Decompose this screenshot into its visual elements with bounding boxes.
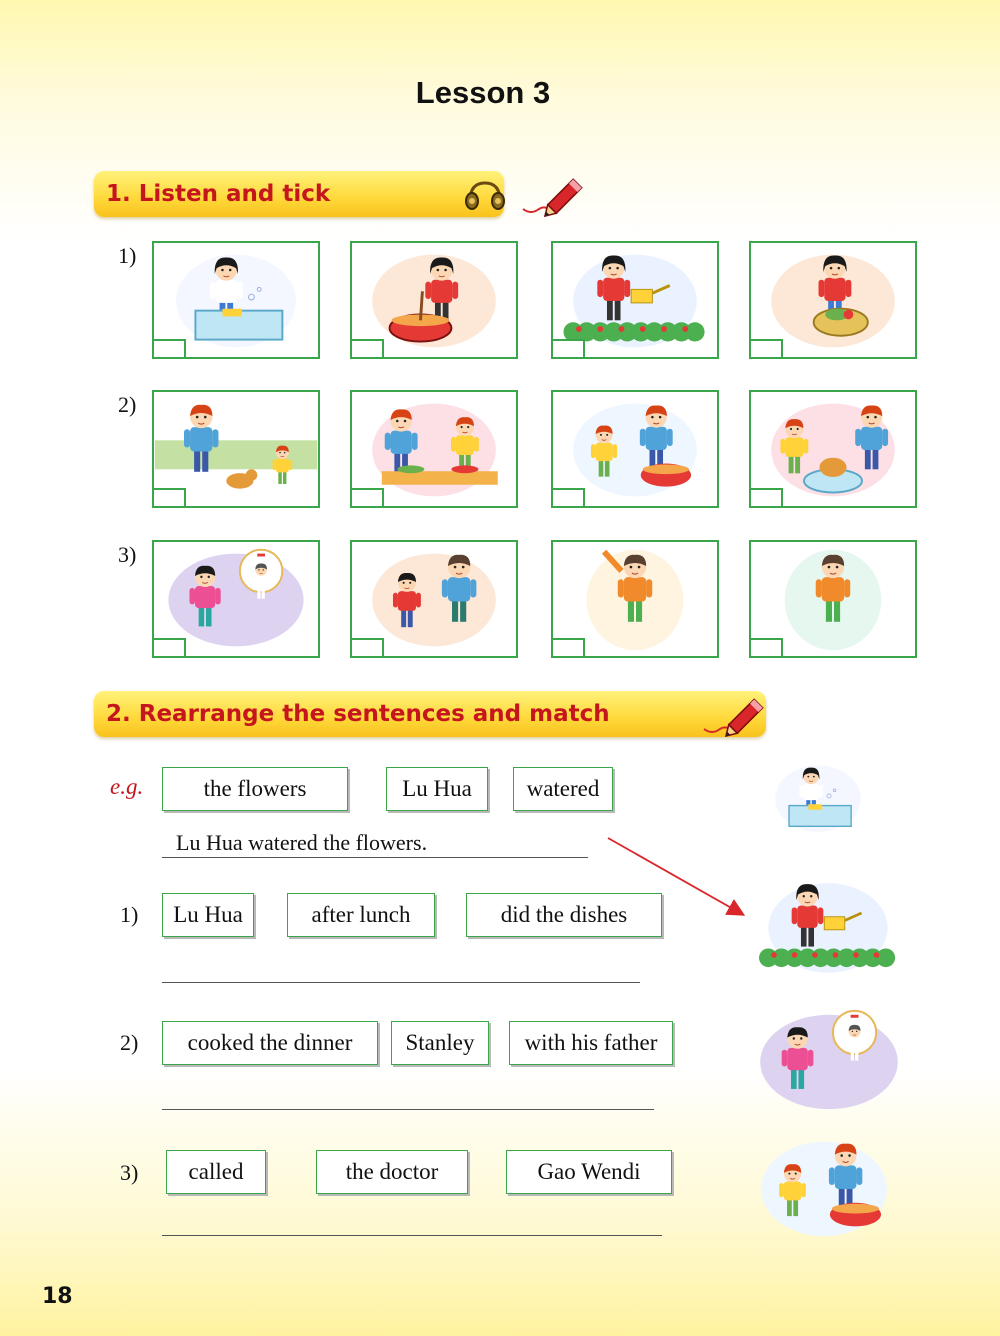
section2-banner	[94, 691, 766, 737]
answer-line[interactable]	[162, 1109, 654, 1110]
boy-calling-doctor-icon	[746, 1003, 912, 1119]
word-card[interactable]: Lu Hua	[162, 893, 254, 937]
picture-frame	[152, 540, 320, 658]
picture-frame	[350, 390, 518, 508]
word-card[interactable]: watered	[513, 767, 613, 811]
word-card[interactable]: Stanley	[391, 1021, 489, 1065]
picture-frame	[152, 390, 320, 508]
word-card[interactable]: Gao Wendi	[506, 1150, 672, 1194]
tick-box[interactable]	[352, 638, 384, 656]
tick-box[interactable]	[154, 339, 186, 357]
man-and-boy-cooking-icon	[740, 1130, 908, 1246]
tick-box[interactable]	[751, 339, 783, 357]
answer-line	[162, 857, 588, 858]
match-picture[interactable]	[746, 1003, 912, 1119]
answer-line[interactable]	[162, 1235, 662, 1236]
word-card[interactable]: the flowers	[162, 767, 348, 811]
tick-box[interactable]	[352, 339, 384, 357]
word-card[interactable]: did the dishes	[466, 893, 662, 937]
picture-frame	[350, 241, 518, 359]
pencil-icon	[700, 695, 770, 742]
tick-box[interactable]	[553, 339, 585, 357]
word-card[interactable]: after lunch	[287, 893, 435, 937]
tick-box[interactable]	[751, 638, 783, 656]
item-number: 2)	[120, 1030, 139, 1055]
picture-frame	[551, 390, 719, 508]
tick-box[interactable]	[553, 488, 585, 506]
word-card[interactable]: Lu Hua	[386, 767, 488, 811]
word-card[interactable]: the doctor	[316, 1150, 468, 1194]
match-picture[interactable]	[748, 872, 908, 982]
row-label: 3)	[118, 542, 137, 567]
page-title: Lesson 3	[415, 75, 551, 110]
match-arrow	[600, 830, 760, 930]
item-number: 1)	[120, 902, 139, 927]
pencil-icon	[519, 175, 589, 222]
section2-heading: 2. Rearrange the sentences and match	[106, 701, 610, 727]
page-number: 18	[42, 1284, 73, 1309]
picture-frame	[749, 540, 917, 658]
tick-box[interactable]	[751, 488, 783, 506]
match-picture[interactable]	[760, 742, 876, 854]
section1-banner	[94, 171, 504, 217]
row-label: 1)	[118, 243, 137, 268]
row-label: 2)	[118, 392, 137, 417]
example-label: e.g.	[110, 774, 144, 799]
picture-frame	[749, 390, 917, 508]
girl-washing-dishes-icon	[760, 742, 876, 854]
picture-frame	[551, 540, 719, 658]
tick-box[interactable]	[553, 638, 585, 656]
picture-frame	[551, 241, 719, 359]
picture-frame	[350, 540, 518, 658]
word-card[interactable]: cooked the dinner	[162, 1021, 378, 1065]
word-card[interactable]: called	[166, 1150, 266, 1194]
answer-line[interactable]	[162, 982, 640, 983]
example-answer: Lu Hua watered the flowers.	[176, 830, 428, 855]
tick-box[interactable]	[352, 488, 384, 506]
match-picture[interactable]	[740, 1130, 908, 1246]
section1-heading: 1. Listen and tick	[106, 181, 331, 207]
tick-box[interactable]	[154, 638, 186, 656]
tick-box[interactable]	[154, 488, 186, 506]
headphones-icon	[464, 179, 506, 216]
picture-frame	[152, 241, 320, 359]
picture-frame	[749, 241, 917, 359]
word-card[interactable]: with his father	[509, 1021, 673, 1065]
girl-watering-flowers-icon	[748, 872, 908, 982]
item-number: 3)	[120, 1160, 139, 1185]
